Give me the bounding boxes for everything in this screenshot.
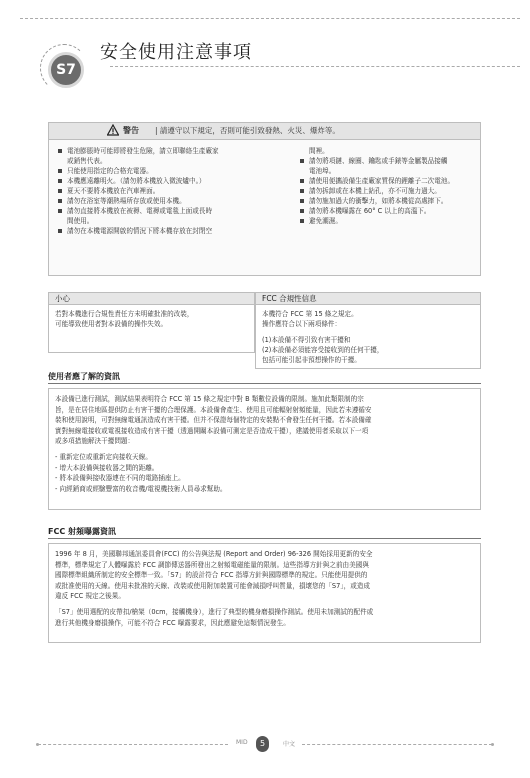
warning-item: 請勿在浴室等潮熱場所存放或使用本機。: [58, 196, 278, 206]
warning-item: 請勿將項鏈、線圈、鑰匙或手錶等金屬製品接觸: [300, 156, 478, 166]
rf-line: 違反 FCC 規定之後果。: [55, 592, 125, 601]
footer-dot: [491, 743, 494, 746]
warning-triangle-icon: [107, 124, 119, 142]
caution-title: 小心: [48, 292, 255, 305]
warning-item: 請勿施加過大的衝擊力，如將本機從高處摔下。: [300, 196, 478, 206]
user-info-line: 裝和使用說明，可對無線電通訊造成有害干擾。但并不保證每個特定的安裝點不會發生任何干擾。若本設備確: [55, 416, 372, 425]
header-top-dashed-rule: [20, 18, 520, 19]
fcc-compliance-title: FCC 合規性信息: [255, 292, 481, 305]
user-info-rule: [48, 383, 481, 384]
warning-item: 夏天不要將本機放在汽車裡面。: [58, 186, 278, 196]
footer-model: MID: [236, 739, 248, 746]
warning-item-continuation: 間使用。: [67, 217, 94, 225]
measure-item: - 重新定位或重新定向接收天線。: [55, 452, 152, 461]
warning-item: 只能使用指定的合格充電器。: [58, 166, 278, 176]
warning-item-continuation: 電池埠。: [309, 167, 336, 175]
fcc-condition: 包括可能引起非預想操作的干擾。: [262, 356, 361, 364]
measure-item: - 向經銷商或經驗豐富的收音機/電視機技術人員尋求幫助。: [55, 484, 227, 493]
fcc-compliance-body: [255, 305, 481, 369]
footer-dashed-rule-left: [38, 744, 228, 745]
user-info-line: 實對無線電接收或電視接收造成有害干擾（透過開關本設備可測定是否造成干擾），建議使用者采取以下一項: [55, 426, 369, 435]
warning-item-continuation: 或銷售代表。: [67, 157, 107, 165]
fcc-condition: (2)本設備必須能容受接收到的任何干擾，: [262, 346, 384, 354]
warning-item: 請勿拆卸或在本機上鉆孔，亦不可施力過大。: [300, 186, 478, 196]
rf-title: FCC 射頻曝露資訊: [48, 527, 116, 536]
rf-line: 「S7」使用選配的皮帶扣/槍架（0cm，接觸機身），進行了典型的機身磨損操作測試。使用未加測試的配件或: [55, 607, 374, 616]
warning-item: 請勿直接將本機放在被褥、電褥或電毯上面或長時: [58, 206, 278, 216]
user-info-line: 本設備已進行測試，測試結果表明符合 FCC 第 15 條之規定中對 B 類數位設備的限制。施加此類限制的宗: [55, 395, 364, 403]
fcc-line: 本機符合 FCC 第 15 條之規定。: [262, 310, 358, 318]
footer-dot: [36, 743, 39, 746]
rf-box: [48, 543, 481, 643]
caution-line: 若對本機進行合規性責任方未明確批准的改裝，: [55, 310, 194, 318]
warning-item: 請使用便攜設備生產廠家質保的鋰離子二次電池。: [300, 176, 478, 186]
warning-label: 警告: [123, 126, 139, 135]
user-info-line: 旨，是在居住地區提供防止有害干擾的合理保護。本設備會產生、使用且可能輻射射頻能量，因此若未遵循安: [55, 405, 372, 414]
fcc-compliance-box: [255, 292, 481, 369]
warning-item: 請勿將本機曝露在 60° C 以上的高溫下。: [300, 206, 478, 216]
caution-box: [48, 292, 255, 353]
rf-line: 國際標準組織所制定的安全標準一致。「S7」的設計符合 FCC 指導方針與國際標準的規定。只能使用提供的: [55, 571, 368, 580]
page-number: 5: [256, 736, 269, 752]
rf-line: 1996 年 8 月，美國聯邦通訊委員會(FCC) 的公告與法規 (Report and Order) 96-326 開始採用更新的安全: [55, 550, 373, 558]
user-info-box: [48, 388, 481, 510]
rf-line: 或批准使用的天線。使用未批准的天線、改裝或使用附加裝置可能會減損呼叫質量，損壞您的「S7」，或造成: [55, 581, 370, 590]
header-bottom-dashed-rule: [110, 66, 520, 67]
footer-language: 中文: [283, 741, 296, 748]
page-title: 安全使用注意事項: [100, 42, 252, 63]
footer-dashed-rule-right: [302, 744, 492, 745]
rf-line: 標準，標準規定了人體曝露於 FCC 調節傳送器所發出之射頻電磁能量的限制。這些指導方針與之前由美國與: [55, 560, 369, 569]
caution-body: [48, 305, 255, 353]
caution-line: 可能導致使用者對本設備的操作失效。: [55, 320, 168, 328]
warning-item: 請勿在本機電源開啟的情況下將本機存放在封閉空: [58, 226, 278, 236]
warning-item: 避免潮濕。: [300, 216, 478, 226]
warning-item: 本機應遠離明火。（請勿將本機放入微波爐中。）: [58, 176, 278, 186]
user-info-line: 或多項措施解決干擾問題：: [55, 437, 135, 446]
measure-item: - 將本設備與接收器連在不同的電路插座上。: [55, 474, 185, 483]
warning-item: 電池膨脹時可能即將發生危險，請立即聯絡生產廠家: [58, 146, 278, 156]
warning-header: [48, 122, 481, 140]
fcc-line: 操作應符合以下兩項條件：: [262, 320, 342, 328]
measure-item: - 增大本設備與接收器之間的距離。: [55, 463, 159, 472]
user-info-title: 使用者應了解的資訊: [48, 372, 120, 381]
section-badge: S7: [48, 52, 84, 88]
rf-rule: [48, 538, 481, 539]
fcc-condition: (1)本設備不得引致有害干擾和: [262, 336, 351, 344]
warning-text: | 請遵守以下規定，否則可能引致發熱、火災、爆炸等。: [155, 126, 340, 135]
rf-line: 進行其他機身磨損操作，可能不符合 FCC 曝露要求，因此應避免這類情況發生。: [55, 618, 290, 627]
warning-item-continuation: 間裡。: [309, 147, 329, 155]
warning-left-column: [58, 146, 278, 236]
warning-right-column: [300, 146, 478, 226]
